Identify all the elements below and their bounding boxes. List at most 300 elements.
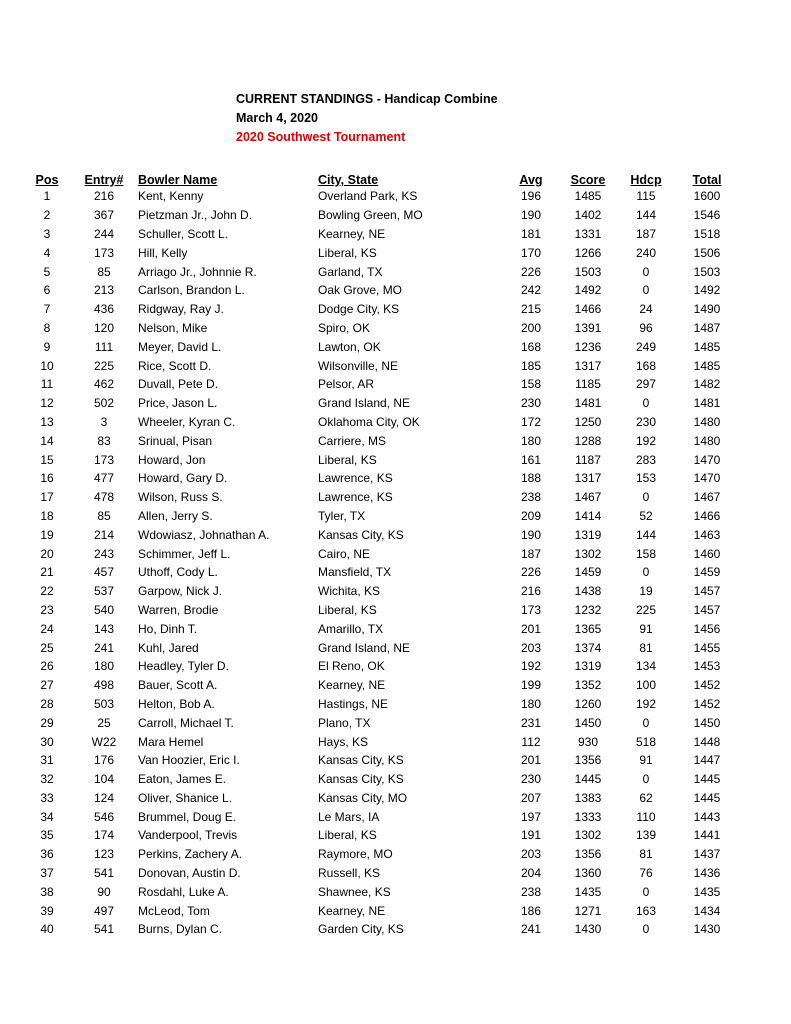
cell-bowler-name: Schuller, Scott L. [138,226,229,241]
cell-score: 1466 [574,302,602,317]
cell-total: 1503 [693,264,721,279]
cell-city-state: Russell, KS [318,866,381,881]
cell-hdcp: 91 [639,621,653,636]
cell-city-state: Oklahoma City, OK [318,414,420,429]
cell-score: 1260 [574,696,602,711]
cell-avg: 192 [520,659,542,674]
col-header-score: Score [570,173,606,187]
cell-city-state: Lawrence, KS [318,490,393,505]
cell-bowler-name: Srinual, Pisan [138,433,213,448]
cell-score: 1266 [574,245,602,260]
cell-score: 1319 [574,527,602,542]
cell-hdcp: 0 [642,715,650,730]
cell-total: 1546 [693,208,721,223]
cell-hdcp: 163 [635,903,657,918]
cell-score: 1331 [574,226,602,241]
cell-bowler-name: Wilson, Russ S. [138,490,223,505]
report-date: March 4, 2020 [236,111,318,125]
cell-bowler-name: Eaton, James E. [138,772,227,787]
cell-total: 1445 [693,790,721,805]
cell-city-state: El Reno, OK [318,659,385,674]
table-row [24,281,738,300]
table-row [24,356,738,375]
cell-score: 1438 [574,584,602,599]
cell-total: 1435 [693,884,721,899]
cell-bowler-name: Wdowiasz, Johnathan A. [138,527,270,542]
cell-pos: 5 [43,264,51,279]
cell-hdcp: 91 [639,753,653,768]
cell-city-state: Le Mars, IA [318,809,380,824]
cell-pos: 19 [40,527,54,542]
table-row [24,619,738,638]
cell-bowler-name: Bauer, Scott A. [138,678,218,693]
cell-bowler-name: Meyer, David L. [138,339,222,354]
table-row [24,206,738,225]
cell-score: 1288 [574,433,602,448]
cell-pos: 34 [40,809,54,824]
cell-city-state: Liberal, KS [318,828,377,843]
cell-score: 1302 [574,828,602,843]
cell-bowler-name: Rice, Scott D. [138,358,212,373]
cell-pos: 1 [43,189,51,204]
cell-hdcp: 0 [642,772,650,787]
cell-score: 1445 [574,772,602,787]
table-row [24,695,738,714]
table-row [24,337,738,356]
cell-avg: 241 [520,922,542,937]
cell-total: 1434 [693,903,721,918]
cell-avg: 180 [520,433,542,448]
cell-bowler-name: Brummel, Doug E. [138,809,237,824]
cell-avg: 231 [520,715,542,730]
cell-bowler-name: Schimmer, Jeff L. [138,546,231,561]
cell-entry: 502 [93,396,115,411]
cell-bowler-name: Hill, Kelly [138,245,188,260]
cell-city-state: Raymore, MO [318,847,393,862]
cell-avg: 238 [520,490,542,505]
cell-score: 1317 [574,358,602,373]
cell-avg: 187 [520,546,542,561]
cell-city-state: Garland, TX [318,264,383,279]
cell-pos: 13 [40,414,54,429]
table-row [24,770,738,789]
cell-pos: 21 [40,565,54,580]
cell-city-state: Liberal, KS [318,452,377,467]
col-header-city-state: City, State [318,173,379,187]
cell-entry: 436 [93,302,115,317]
cell-avg: 201 [520,621,542,636]
cell-hdcp: 144 [635,527,657,542]
cell-pos: 38 [40,884,54,899]
cell-pos: 17 [40,490,54,505]
cell-total: 1487 [693,320,721,335]
cell-avg: 230 [520,772,542,787]
cell-hdcp: 158 [635,546,657,561]
cell-total: 1466 [693,508,721,523]
cell-city-state: Amarillo, TX [318,621,384,636]
cell-bowler-name: Oliver, Shanice L. [138,790,233,805]
cell-total: 1436 [693,866,721,881]
cell-hdcp: 52 [639,508,653,523]
cell-score: 1492 [574,283,602,298]
cell-bowler-name: Carlson, Brandon L. [138,283,245,298]
cell-score: 1250 [574,414,602,429]
cell-avg: 199 [520,678,542,693]
cell-entry: 546 [93,809,115,824]
table-row [24,845,738,864]
cell-score: 1435 [574,884,602,899]
cell-pos: 18 [40,508,54,523]
cell-city-state: Pelsor, AR [318,377,375,392]
table-row [24,807,738,826]
cell-avg: 226 [520,565,542,580]
cell-avg: 242 [520,283,542,298]
cell-bowler-name: Nelson, Mike [138,320,208,335]
cell-entry: 83 [97,433,111,448]
cell-bowler-name: Carroll, Michael T. [138,715,234,730]
cell-bowler-name: Duvall, Pete D. [138,377,219,392]
table-row [24,789,738,808]
cell-city-state: Kansas City, MO [318,790,408,805]
cell-score: 1503 [574,264,602,279]
cell-city-state: Kearney, NE [318,903,386,918]
cell-score: 1232 [574,602,602,617]
cell-entry: 367 [93,208,115,223]
cell-entry: 243 [93,546,115,561]
cell-entry: 244 [93,226,115,241]
cell-bowler-name: Pietzman Jr., John D. [138,208,253,223]
cell-hdcp: 192 [635,433,657,448]
cell-total: 1452 [693,678,721,693]
cell-total: 1453 [693,659,721,674]
cell-hdcp: 110 [636,809,656,824]
cell-avg: 161 [520,452,542,467]
cell-avg: 204 [520,866,542,881]
cell-total: 1457 [693,602,721,617]
cell-pos: 15 [40,452,54,467]
cell-total: 1492 [693,283,721,298]
cell-pos: 35 [40,828,54,843]
cell-city-state: Grand Island, NE [318,396,411,411]
cell-total: 1480 [693,414,721,429]
cell-bowler-name: Howard, Jon [138,452,206,467]
cell-bowler-name: Uthoff, Cody L. [138,565,218,580]
standings-body [24,187,738,939]
cell-avg: 170 [520,245,542,260]
cell-avg: 158 [520,377,542,392]
cell-entry: 176 [93,753,115,768]
cell-bowler-name: Headley, Tyler D. [138,659,229,674]
cell-city-state: Hays, KS [318,734,369,749]
cell-city-state: Liberal, KS [318,602,377,617]
cell-hdcp: 0 [642,490,650,505]
cell-score: 1333 [574,809,602,824]
cell-avg: 216 [520,584,542,599]
cell-score: 1414 [574,508,602,523]
cell-avg: 168 [520,339,542,354]
cell-total: 1467 [693,490,721,505]
cell-total: 1485 [693,339,721,354]
cell-bowler-name: Price, Jason L. [138,396,218,411]
cell-total: 1445 [693,772,721,787]
cell-hdcp: 19 [639,584,653,599]
tournament-name: 2020 Southwest Tournament [236,130,406,144]
cell-entry: 216 [93,189,115,204]
cell-score: 1467 [574,490,602,505]
cell-total: 1456 [693,621,721,636]
cell-score: 930 [577,734,599,749]
cell-avg: 230 [520,396,542,411]
table-row [24,300,738,319]
cell-avg: 172 [520,414,542,429]
cell-avg: 196 [520,189,542,204]
cell-city-state: Kearney, NE [318,226,386,241]
cell-pos: 40 [40,922,54,937]
cell-total: 1459 [693,565,721,580]
cell-avg: 215 [520,302,542,317]
cell-hdcp: 240 [635,245,657,260]
cell-hdcp: 518 [635,734,657,749]
table-row [24,225,738,244]
cell-city-state: Grand Island, NE [318,640,411,655]
cell-pos: 14 [40,433,54,448]
cell-hdcp: 96 [639,320,653,335]
cell-avg: 200 [520,320,542,335]
cell-total: 1443 [693,809,721,824]
col-header-pos: Pos [35,173,59,187]
cell-hdcp: 139 [635,828,657,843]
cell-entry: 241 [93,640,115,655]
cell-score: 1365 [574,621,602,636]
cell-pos: 20 [40,546,54,561]
cell-pos: 24 [40,621,54,636]
cell-pos: 29 [40,715,54,730]
cell-entry: 541 [93,922,115,937]
cell-avg: 181 [520,226,542,241]
cell-total: 1490 [693,302,721,317]
cell-hdcp: 144 [635,208,657,223]
cell-score: 1317 [574,471,602,486]
table-row [24,638,738,657]
cell-city-state: Carriere, MS [318,433,387,448]
cell-score: 1450 [574,715,602,730]
cell-city-state: Shawnee, KS [318,884,391,899]
cell-bowler-name: Howard, Gary D. [138,471,228,486]
table-row [24,563,738,582]
table-row [24,262,738,281]
cell-entry: 3 [100,414,108,429]
cell-pos: 8 [43,320,51,335]
cell-bowler-name: Vanderpool, Trevis [138,828,238,843]
cell-hdcp: 249 [635,339,657,354]
cell-bowler-name: Helton, Bob A. [138,696,215,711]
cell-score: 1356 [574,847,602,862]
cell-pos: 4 [43,245,51,260]
cell-city-state: Spiro, OK [318,320,371,335]
cell-hdcp: 297 [635,377,657,392]
table-row [24,525,738,544]
cell-entry: 104 [93,772,115,787]
table-row [24,882,738,901]
table-row [24,413,738,432]
cell-bowler-name: Wheeler, Kyran C. [138,414,236,429]
cell-pos: 3 [43,226,51,241]
cell-entry: 85 [97,508,111,523]
cell-avg: 173 [520,602,542,617]
cell-pos: 30 [40,734,54,749]
cell-entry: 25 [97,715,111,730]
cell-total: 1460 [693,546,721,561]
cell-pos: 10 [40,358,54,373]
table-row [24,901,738,920]
cell-hdcp: 0 [642,283,650,298]
cell-pos: 11 [40,377,54,392]
cell-entry: 541 [93,866,115,881]
cell-total: 1463 [693,527,721,542]
cell-pos: 9 [43,339,51,354]
cell-hdcp: 0 [642,565,650,580]
table-row [24,450,738,469]
cell-score: 1402 [574,208,602,223]
cell-entry: 120 [93,320,115,335]
cell-pos: 25 [40,640,54,655]
cell-avg: 203 [520,847,542,862]
cell-score: 1302 [574,546,602,561]
cell-hdcp: 134 [635,659,657,674]
cell-city-state: Kansas City, KS [318,753,404,768]
table-row [24,469,738,488]
cell-entry: 457 [93,565,115,580]
cell-city-state: Tyler, TX [318,508,366,523]
cell-total: 1482 [693,377,721,392]
table-row [24,507,738,526]
cell-hdcp: 225 [635,602,657,617]
col-header-avg: Avg [519,173,543,187]
cell-score: 1374 [574,640,602,655]
cell-hdcp: 283 [635,452,657,467]
table-row [24,544,738,563]
table-row [24,488,738,507]
cell-bowler-name: Garpow, Nick J. [138,584,223,599]
col-header-hdcp: Hdcp [630,173,662,187]
cell-entry: 173 [93,245,115,260]
cell-score: 1383 [574,790,602,805]
cell-score: 1236 [574,339,602,354]
cell-score: 1271 [574,903,602,918]
table-row [24,751,738,770]
cell-avg: 207 [520,790,542,805]
cell-entry: 478 [93,490,115,505]
cell-avg: 209 [520,508,542,523]
cell-hdcp: 153 [635,471,657,486]
cell-entry: 124 [93,790,115,805]
cell-hdcp: 0 [642,884,650,899]
cell-city-state: Wichita, KS [318,584,381,599]
cell-score: 1459 [574,565,602,580]
cell-city-state: Bowling Green, MO [318,208,423,223]
cell-entry: 90 [97,884,111,899]
cell-pos: 27 [40,678,54,693]
cell-city-state: Liberal, KS [318,245,377,260]
table-row [24,187,738,206]
cell-bowler-name: Mara Hemel [138,734,204,749]
cell-pos: 36 [40,847,54,862]
cell-total: 1600 [693,189,721,204]
cell-entry: 213 [93,283,115,298]
cell-entry: 477 [93,471,115,486]
cell-pos: 28 [40,696,54,711]
cell-city-state: Wilsonville, NE [318,358,399,373]
cell-entry: 214 [93,527,115,542]
table-row [24,920,738,939]
cell-entry: 174 [93,828,115,843]
cell-hdcp: 230 [635,414,657,429]
cell-city-state: Dodge City, KS [318,302,400,317]
col-header-total: Total [692,173,722,187]
cell-total: 1452 [693,696,721,711]
cell-pos: 39 [40,903,54,918]
cell-avg: 190 [520,527,542,542]
cell-city-state: Kearney, NE [318,678,386,693]
cell-entry: 503 [93,696,115,711]
table-row [24,864,738,883]
table-row [24,431,738,450]
cell-score: 1185 [575,377,601,392]
cell-hdcp: 81 [639,847,653,862]
cell-bowler-name: Kuhl, Jared [138,640,199,655]
cell-pos: 6 [43,283,51,298]
cell-bowler-name: Allen, Jerry S. [138,508,213,523]
cell-bowler-name: Ho, Dinh T. [138,621,198,636]
cell-city-state: Hastings, NE [318,696,389,711]
cell-score: 1391 [574,320,602,335]
cell-score: 1485 [574,189,602,204]
cell-entry: 462 [93,377,115,392]
cell-pos: 2 [43,208,51,223]
cell-total: 1447 [693,753,721,768]
cell-score: 1352 [574,678,602,693]
cell-hdcp: 24 [639,302,653,317]
cell-hdcp: 0 [642,396,650,411]
cell-city-state: Kansas City, KS [318,772,404,787]
cell-entry: 111 [94,339,114,354]
cell-city-state: Lawton, OK [318,339,381,354]
cell-avg: 186 [520,903,542,918]
cell-avg: 180 [520,696,542,711]
cell-avg: 190 [520,208,542,223]
cell-entry: 85 [97,264,111,279]
cell-avg: 197 [520,809,542,824]
cell-total: 1470 [693,471,721,486]
cell-pos: 22 [40,584,54,599]
cell-entry: W22 [91,734,117,749]
cell-city-state: Oak Grove, MO [318,283,403,298]
table-row [24,732,738,751]
cell-total: 1437 [693,847,721,862]
cell-total: 1480 [693,433,721,448]
table-row [24,713,738,732]
cell-total: 1430 [693,922,721,937]
document-header [236,90,498,147]
cell-entry: 498 [93,678,115,693]
cell-score: 1430 [574,922,602,937]
cell-total: 1450 [693,715,721,730]
col-header-entry: Entry# [84,173,124,187]
cell-hdcp: 81 [639,640,653,655]
cell-entry: 180 [93,659,115,674]
cell-entry: 225 [93,358,115,373]
cell-entry: 540 [93,602,115,617]
